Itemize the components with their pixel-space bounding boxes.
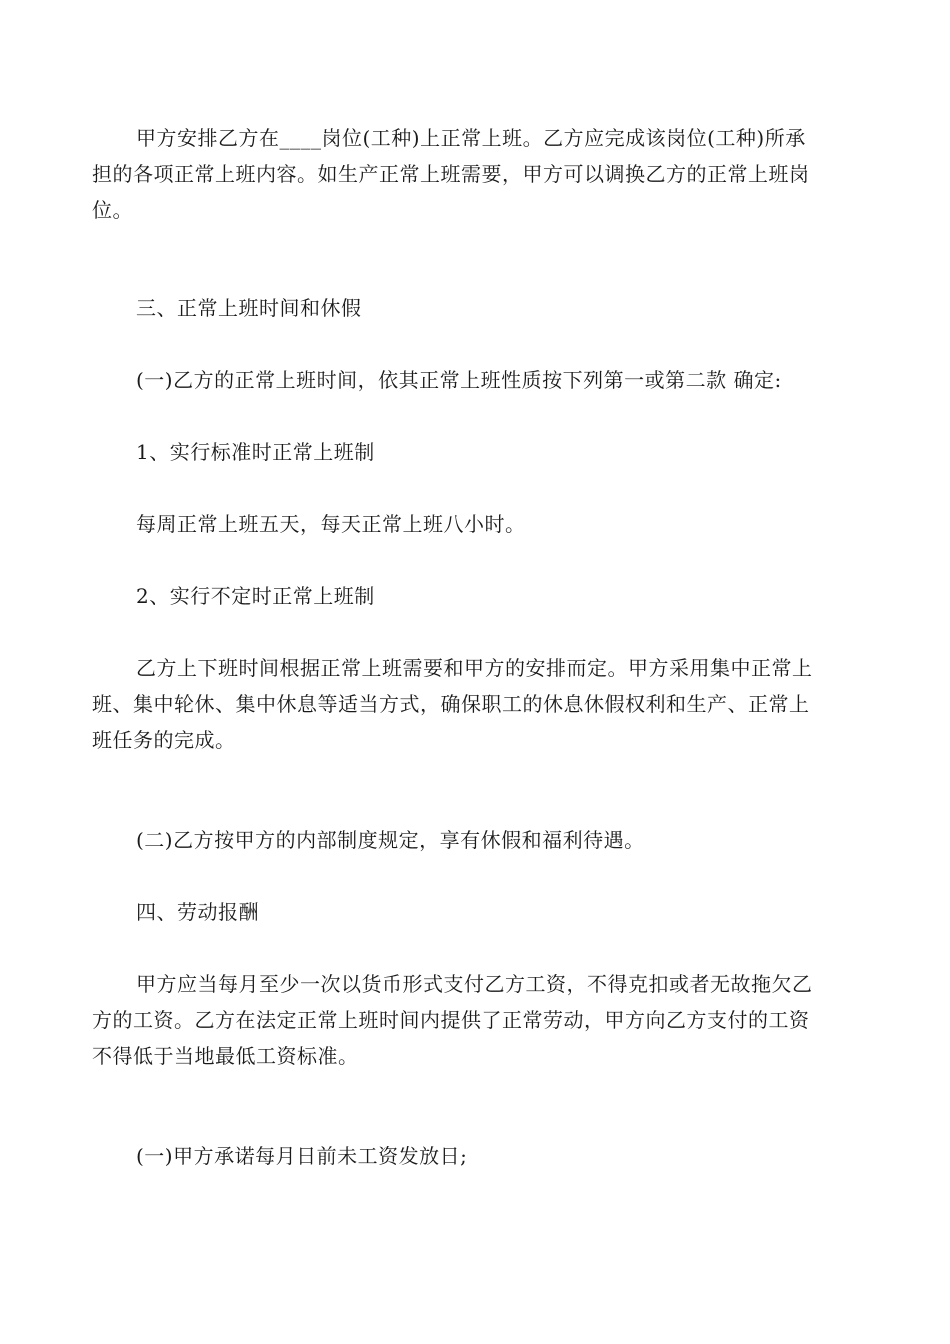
text-line: 不得低于当地最低工资标准。: [92, 1044, 359, 1068]
heading-text: 三、正常上班时间和休假: [136, 296, 362, 320]
text-line: (二)乙方按甲方的内部制度规定，享有休假和福利待遇。: [136, 828, 645, 852]
text-line: 2、实行不定时正常上班制: [136, 584, 375, 608]
text-line: 班任务的完成。: [92, 728, 236, 752]
text-line: 方的工资。乙方在法定正常上班时间内提供了正常劳动，甲方向乙方支付的工资: [92, 1008, 810, 1032]
paragraph-job-position: [92, 120, 872, 228]
text-line: 每周正常上班五天，每天正常上班八小时。: [136, 512, 526, 536]
text-line: 担的各项正常上班内容。如生产正常上班需要，甲方可以调换乙方的正常上班岗: [92, 162, 810, 186]
text-line: (一)乙方的正常上班时间，依其正常上班性质按下列第一或第二款 确定:: [136, 368, 782, 392]
list-item-standard-hours: [92, 434, 872, 470]
text-line: (一)甲方承诺每月日前未工资发放日;: [136, 1144, 468, 1168]
paragraph-leave-benefits: [92, 822, 872, 858]
paragraph-working-hours-intro: [92, 362, 872, 398]
paragraph-weekly-schedule: [92, 506, 872, 542]
text-line: 乙方上下班时间根据正常上班需要和甲方的安排而定。甲方采用集中正常上: [136, 656, 813, 680]
paragraph-flexible-schedule: [92, 650, 872, 758]
heading-text: 四、劳动报酬: [136, 900, 259, 924]
text-line: 甲方应当每月至少一次以货币形式支付乙方工资，不得克扣或者无故拖欠乙: [136, 972, 813, 996]
text-line: 甲方安排乙方在____岗位(工种)上正常上班。乙方应完成该岗位(工种)所承: [136, 126, 806, 150]
text-line: 位。: [92, 198, 133, 222]
paragraph-payday: [92, 1138, 872, 1174]
list-item-flexible-hours: [92, 578, 872, 614]
text-line: 1、实行标准时正常上班制: [136, 440, 375, 464]
text-line: 班、集中轮休、集中休息等适当方式，确保职工的休息休假权利和生产、正常上: [92, 692, 810, 716]
section-heading-working-hours: [92, 290, 872, 326]
paragraph-wage-payment: [92, 966, 872, 1074]
section-heading-remuneration: [92, 894, 872, 930]
